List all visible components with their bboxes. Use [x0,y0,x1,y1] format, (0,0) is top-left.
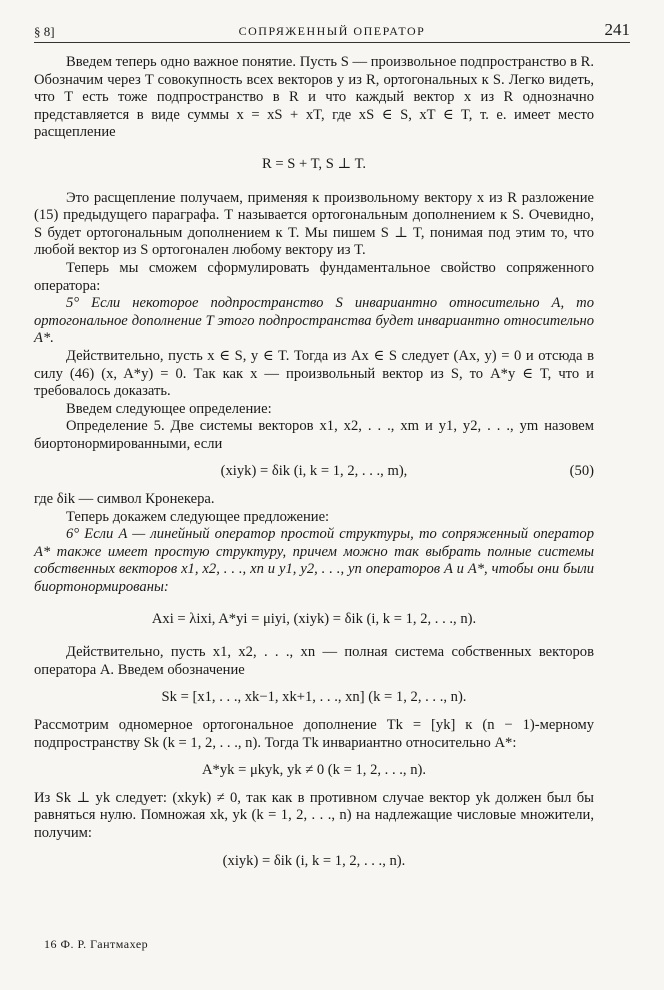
paragraph-proof-5: Действительно, пусть x ∈ S, y ∈ T. Тогда из Ax ∈ S следует (Ax, y) = 0 и отсюда в силу (46) (x, A*y) = 0. Так как x — произвольный вектор из S, то A*y ∈ T, что и требовалось доказать. [34,347,594,400]
page-number: 241 [604,20,630,39]
formula-50-body: (xiyk) = δik (i, k = 1, 2, . . ., m), [220,463,408,480]
formula-biorthonormal: Axi = λixi, A*yi = μiyi, (xiyk) = δik (i, k = 1, 2, . . ., n). [151,610,477,627]
running-title: СОПРЯЖЕННЫЙ ОПЕРАТОР [238,24,426,38]
paragraph-kronecker: где δik — символ Кронекера. [34,491,215,508]
formula-Sk: Sk = [x1, . . ., xk−1, xk+1, . . ., xn] (k = 1, 2, . . ., n). [161,689,467,706]
property-5: 5° Если некоторое подпространство S инвариантно относительно A, то ортогональное дополнение T этого подпространства будет инвариантно относительно A*. [34,295,594,347]
paragraph-proof-6: Действительно, пусть x1, x2, . . ., xn — полная система собственных векторов оператора A. Введем обозначение [34,644,594,678]
property-6: 6° Если A — линейный оператор простой структуры, то сопряженный оператор A* также имеет простую структуру, причем можно так выбрать полные системы собственных векторов x1, x2, . . ., xn и y1, y2, . . ., yn операторов A и A*, чтобы они были биортонормированы: [34,526,594,596]
paragraph-complement-def: Это расщепление получаем, применяя к произвольному вектору x из R разложение (15) предыдущего параграфа. T называется ортогональным дополнением к S. Очевидно, S будет ортогональным дополнением к T. Мы пишем S ⊥ T, понимая под этим то, что любой вектор из S ортогонален любому вектору из T. [34,189,594,259]
paragraph-definition-intro: Введем следующее определение: [66,400,272,417]
paragraph-complement-intro: Введем теперь одно важное понятие. Пусть S — произвольное подпространство в R. Обозначим через T совокупность всех векторов y из R, ортогональных к S. Легко видеть, что T есть тоже подпространство в R и что каждый вектор x из R однозначно представляется в виде суммы x = xS + xT, где xS ∈ S, xT ∈ T, т. е. имеет место расщепление [34,54,594,141]
formula-50 [34,463,594,481]
section-marker: § 8] [34,24,55,39]
paragraph-proposition-intro: Теперь докажем следующее предложение: [66,508,330,525]
paragraph-fundamental-property: Теперь мы сможем сформулировать фундаментальное свойство сопряженного оператора: [34,259,594,294]
running-header [34,20,630,43]
page-body [34,52,594,880]
paragraph-one-dim-complement: Рассмотрим одномерное ортогональное дополнение Tk = [yk] к (n − 1)-мерному подпространству Sk (k = 1, 2, . . ., n). Тогда Tk инвариантно относительно A*: [34,717,594,751]
definition-5: Определение 5. Две системы векторов x1, x2, . . ., xm и y1, y2, . . ., ym назовем биортонормированными, если [34,418,594,452]
signature-footer: 16 Ф. Р. Гантмахер [44,937,149,951]
formula-splitting: R = S + T, S ⊥ T. [261,155,367,172]
formula-eigen-yk: A*yk = μkyk, yk ≠ 0 (k = 1, 2, . . ., n). [201,762,427,779]
paragraph-normalization: Из Sk ⊥ yk следует: (xkyk) ≠ 0, так как в противном случае вектор yk должен был бы равняться нулю. Помножая xk, yk (k = 1, 2, . . ., n) на надлежащие числовые множители, получим: [34,789,594,841]
equation-number-50: (50) [569,463,594,480]
formula-final: (xiyk) = δik (i, k = 1, 2, . . ., n). [222,852,406,869]
